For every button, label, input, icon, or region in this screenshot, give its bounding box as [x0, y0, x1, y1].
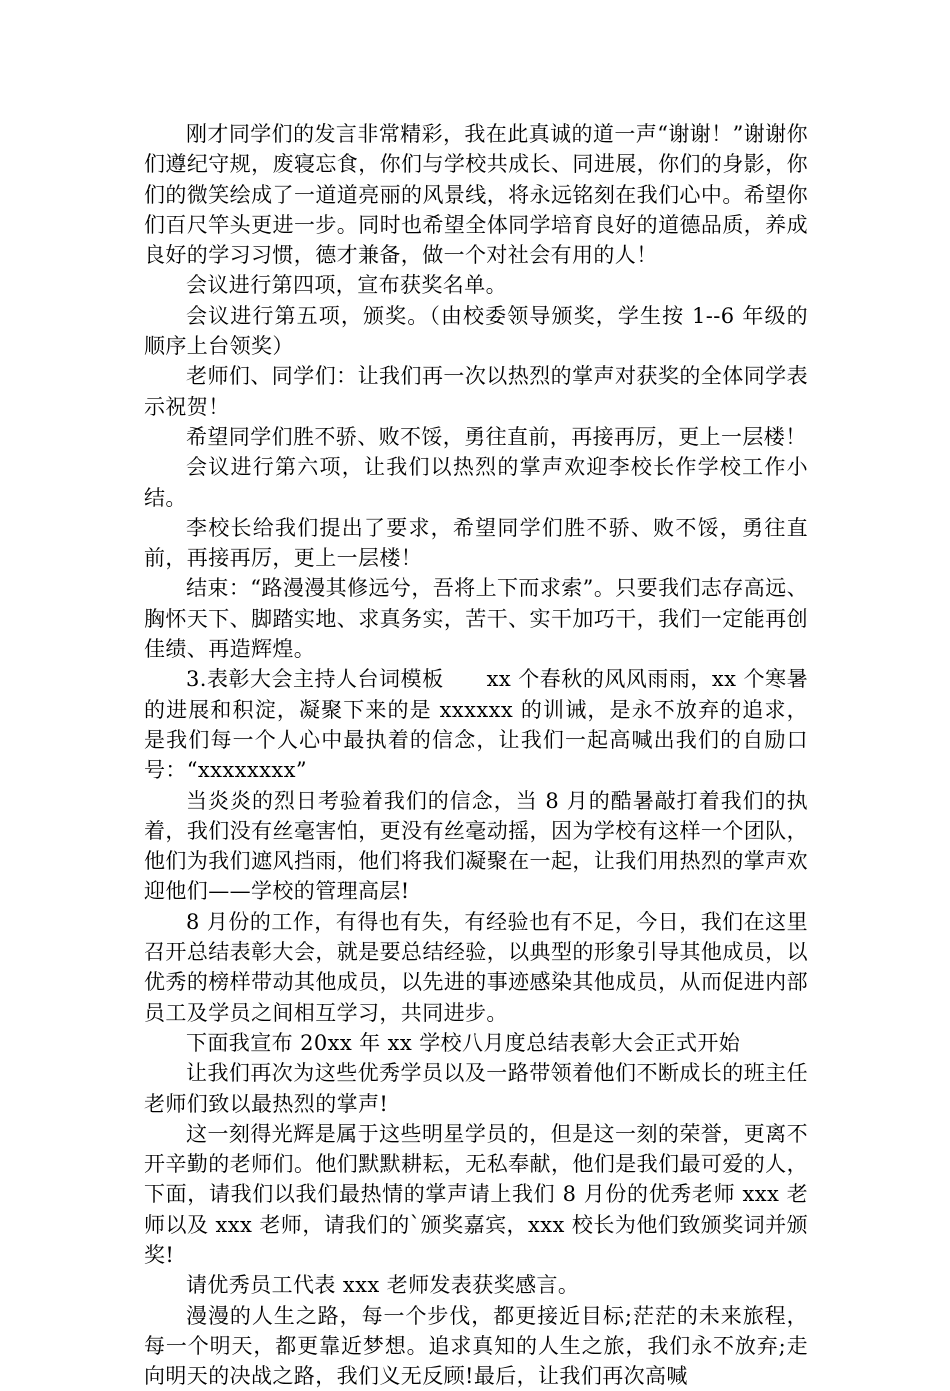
- paragraph-7: 李校长给我们提出了要求，希望同学们胜不骄、败不馁，勇往直前，再接再厉，更上一层楼！: [144, 515, 808, 571]
- paragraph-16: 漫漫的人生之路，每一个步伐，都更接近目标;茫茫的未来旅程，每一个明天，都更靠近梦想。追求真知的人生之旅，我们永不放弃;走向明天的决战之路，我们义无反顾!最后，让我们再次高喊: [144, 1303, 808, 1389]
- paragraph-3: 会议进行第五项，颁奖。（由校委领导颁奖，学生按 1--6 年级的顺序上台领奖）: [144, 303, 808, 359]
- paragraph-14: 这一刻得光辉是属于这些明星学员的，但是这一刻的荣誉，更离不开辛勤的老师们。他们默默耕耘，无私奉献，他们是我们最可爱的人，下面，请我们以我们最热情的掌声请上我们 8 月份的优秀老师 xxx 老师以及 xxx 老师，请我们的`颁奖嘉宾，xxx 校长为他们致颁奖词并颁奖!: [144, 1121, 808, 1267]
- paragraph-4: 老师们、同学们：让我们再一次以热烈的掌声对获奖的全体同学表示祝贺！: [144, 364, 808, 419]
- paragraph-9: 3.表彰大会主持人台词模板 xx 个春秋的风风雨雨，xx 个寒暑的进展和积淀，凝聚下来的是 xxxxxx 的训诫，是永不放弃的追求，是我们每一个人心中最执着的信念，让我们一起高喊出我们的自励口号：“xxxxxxxx”: [144, 667, 808, 783]
- paragraph-1: 刚才同学们的发言非常精彩，我在此真诚的道一声“谢谢！”谢谢你们遵纪守规，废寝忘食，你们与学校共成长、同进展，你们的身影，你们的微笑绘成了一道道亮丽的风景线，将永远铭刻在我们心中。希望你们百尺竿头更进一步。同时也希望全体同学培育良好的道德品质，养成良好的学习习惯，德才兼备，做一个对社会有用的人！: [144, 122, 808, 268]
- document-body: [144, 119, 808, 1391]
- paragraph-12: 下面我宣布 20xx 年 xx 学校八月度总结表彰大会正式开始: [186, 1030, 741, 1055]
- paragraph-15: 请优秀员工代表 xxx 老师发表获奖感言。: [186, 1273, 580, 1298]
- paragraph-2: 会议进行第四项，宣布获奖名单。: [186, 273, 507, 298]
- paragraph-5: 希望同学们胜不骄、败不馁，勇往直前，再接再厉，更上一层楼！: [186, 424, 807, 449]
- paragraph-13: 让我们再次为这些优秀学员以及一路带领着他们不断成长的班主任老师们致以最热烈的掌声!: [144, 1061, 808, 1116]
- paragraph-8: 结束：“路漫漫其修远兮，吾将上下而求索”。只要我们志存高远、胸怀天下、脚踏实地、求真务实，苦干、实干加巧干，我们一定能再创佳绩、再造辉煌。: [144, 576, 808, 662]
- paragraph-11: 8 月份的工作，有得也有失，有经验也有不足，今日，我们在这里召开总结表彰大会，就是要总结经验，以典型的形象引导其他成员，以优秀的榜样带动其他成员，以先进的事迹感染其他成员，从而促进内部员工及学员之间相互学习，共同进步。: [144, 909, 808, 1025]
- paragraph-10: 当炎炎的烈日考验着我们的信念，当 8 月的酷暑敲打着我们的执着，我们没有丝毫害怕，更没有丝毫动摇，因为学校有这样一个团队，他们为我们遮风挡雨，他们将我们凝聚在一起，让我们用热烈的掌声欢迎他们——学校的管理高层!: [144, 788, 808, 904]
- paragraph-6: 会议进行第六项，让我们以热烈的掌声欢迎李校长作学校工作小结。: [144, 455, 808, 510]
